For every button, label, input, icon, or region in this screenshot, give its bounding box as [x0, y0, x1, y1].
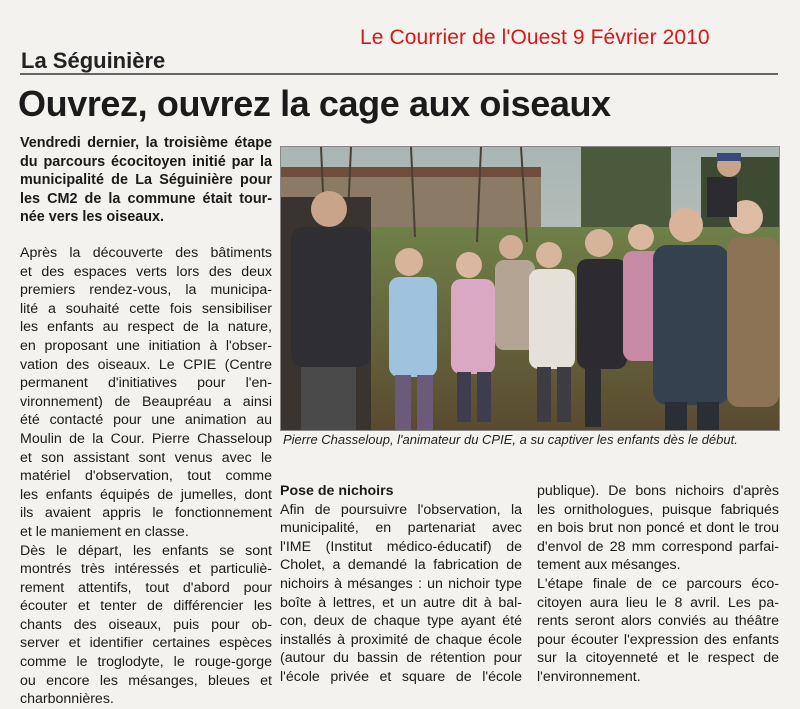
text-line: les CM2 de la commune était tour- — [20, 190, 272, 207]
text-line: Vendredi dernier, la troisième étape — [20, 135, 272, 151]
text-line: Dès le départ, les enfants se sont — [20, 542, 272, 559]
text-line: municipalité, en partenariat avec — [280, 520, 522, 537]
text-line: matériel d'observation, tout comme — [20, 468, 272, 485]
text-line: ou encore les mésanges, bleues et — [20, 672, 272, 689]
section-divider — [20, 73, 778, 75]
text-line: les enfants équipés de jumelles, dont — [20, 486, 272, 503]
photo-caption: Pierre Chasseloup, l'animateur du CPIE, a su captiver les enfants dès le début. — [283, 432, 738, 447]
text-line: vation des oiseaux. Le CPIE (Centre — [20, 356, 272, 373]
text-line: et le maniement en classe. — [20, 523, 189, 540]
photo-illustration — [281, 147, 779, 430]
lead-paragraph — [20, 134, 272, 227]
text-line: en proposant une initiation à l'obser- — [20, 337, 272, 354]
text-line: montrés très intéressés et particuliè- — [20, 561, 272, 578]
text-line: tement aux mésanges. — [537, 557, 681, 574]
text-line: L'étape finale de ce parcours éco- — [537, 575, 779, 592]
text-line: et des espaces verts lors des deux — [20, 263, 272, 280]
text-line: citoyen aura lieu le 8 avril. Les pa- — [537, 594, 779, 611]
text-line: l'environnement. — [537, 668, 641, 685]
text-line: d'envol de 28 mm correspond parfai- — [537, 538, 779, 555]
text-line: l'IME (Institut médico-éducatif) de — [280, 538, 522, 555]
text-line: l'école privée et square de l'école — [280, 668, 522, 685]
text-line: rents seront alors conviés au théâtre — [537, 613, 779, 630]
text-line: Moulin de la Cour. Pierre Chasseloup — [20, 430, 272, 447]
subheading: Pose de nichoirs — [280, 483, 394, 499]
text-line: boîte à lettres, et un autre dit à bal- — [280, 594, 522, 611]
text-line: née vers les oiseaux. — [20, 209, 164, 226]
text-line: charbonnières. — [20, 691, 114, 708]
text-line: municipalité de La Séguinière pour — [20, 172, 272, 189]
text-line: en bois brut non poncé et dont le trou — [537, 520, 779, 537]
text-line: comme le troglodyte, le rouge-gorge — [20, 654, 272, 671]
text-line: con, deux de chaque type ayant été — [280, 613, 522, 630]
text-line: vironnement) de Beaupréau a ainsi — [20, 393, 272, 410]
text-line: server et identifier certaines espèces — [20, 635, 272, 652]
text-line: chants des oiseaux, puis pour ob- — [20, 616, 272, 633]
source-credit: Le Courrier de l'Ouest 9 Février 2010 — [360, 26, 710, 49]
text-line: ils avaient appris le fonctionnement — [20, 505, 272, 522]
text-line: sur la citoyenneté et le respect de — [537, 650, 779, 667]
article-photo — [280, 146, 780, 431]
text-line: permanent d'initiatives pour l'en- — [20, 375, 272, 392]
text-line: Cholet, a demandé la fabrication de — [280, 557, 522, 574]
text-line: pour écouter l'expression des enfants — [537, 631, 779, 648]
text-line: les enfants au respect de la nature, — [20, 319, 272, 336]
text-line: installés à proximité de chaque école — [280, 631, 522, 648]
text-line: du parcours écocitoyen initié par la — [20, 153, 272, 170]
body-column-2 — [280, 482, 522, 687]
text-line: les ornithologues, puisque fabriqués — [537, 501, 779, 518]
text-line: nichoirs à mésanges : un nichoir type — [280, 575, 522, 592]
text-line: et son assistant sont venus avec le — [20, 449, 272, 466]
text-line: écouter et tenter de différencier les — [20, 598, 272, 615]
text-line: publique). De bons nichoirs d'après — [537, 483, 779, 499]
text-line: rement attentifs, tout d'abord pour — [20, 579, 272, 596]
body-column-3 — [537, 482, 779, 687]
text-line: Afin de poursuivre l'observation, la — [280, 501, 522, 518]
text-line: lité a souhaité cette fois sensibiliser — [20, 300, 272, 317]
headline: Ouvrez, ouvrez la cage aux oiseaux — [18, 83, 611, 124]
text-line: (autour du bassin de rétention pour — [280, 650, 522, 667]
text-line: Après la découverte des bâtiments — [20, 245, 272, 261]
text-line: été contacté pour une animation au — [20, 412, 272, 429]
body-column-1 — [20, 244, 272, 709]
section-title: La Séguinière — [21, 48, 166, 73]
text-line: premiers rendez-vous, la municipa- — [20, 282, 272, 299]
